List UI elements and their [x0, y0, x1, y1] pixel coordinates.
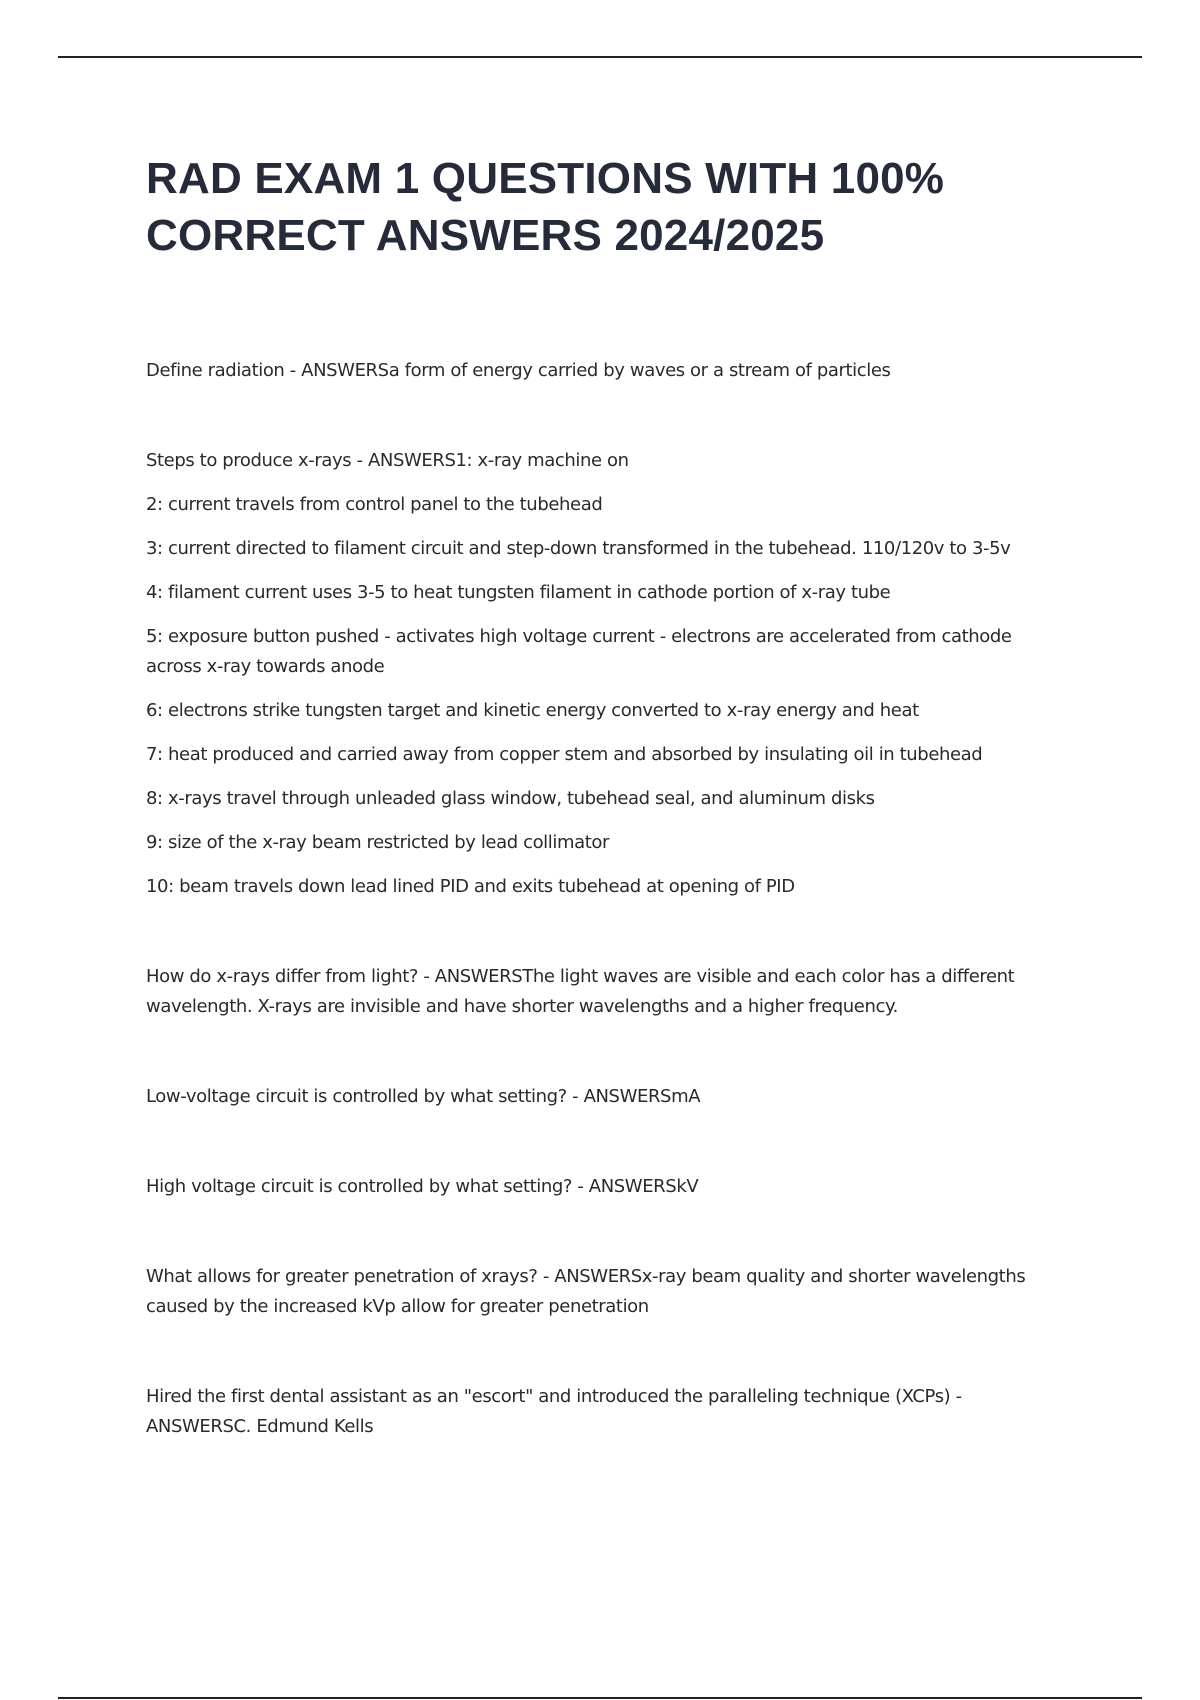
qa-item-low-voltage: Low-voltage circuit is controlled by what setting? - ANSWERSmA [146, 1086, 701, 1107]
qa-item-xrays-vs-light: How do x-rays differ from light? - ANSWERSThe light waves are visible and each color has a different wavelength. X-rays are invisible and have shorter wavelengths and a higher frequency. [146, 966, 1015, 1017]
list-item: 10: beam travels down lead lined PID and exits tubehead at opening of PID [146, 876, 795, 897]
document-page [146, 150, 1066, 1442]
qa-item-penetration: What allows for greater penetration of xrays? - ANSWERSx-ray beam quality and shorter wavelengths caused by the increased kVp allow for greater penetration [146, 1266, 1026, 1317]
qa-item-first-dental-assistant: Hired the first dental assistant as an "escort" and introduced the paralleling technique (XCPs) - ANSWERSC. Edmund Kells [146, 1386, 962, 1437]
qa-item-steps-xrays [146, 446, 1066, 902]
steps-list [146, 490, 1066, 902]
document-title: RAD EXAM 1 QUESTIONS WITH 100% CORRECT ANSWERS 2024/2025 [146, 154, 945, 260]
bottom-divider [58, 1697, 1142, 1699]
list-item: 5: exposure button pushed - activates high voltage current - electrons are accelerated from cathode across x-ray towards anode [146, 626, 1012, 677]
list-item: 7: heat produced and carried away from copper stem and absorbed by insulating oil in tubehead [146, 744, 983, 765]
list-item: 4: filament current uses 3-5 to heat tungsten filament in cathode portion of x-ray tube [146, 582, 891, 603]
list-item: 2: current travels from control panel to the tubehead [146, 494, 603, 515]
list-item: 6: electrons strike tungsten target and kinetic energy converted to x-ray energy and heat [146, 700, 919, 721]
top-divider [58, 56, 1142, 58]
list-item: 8: x-rays travel through unleaded glass window, tubehead seal, and aluminum disks [146, 788, 875, 809]
qa-item-steps-question: Steps to produce x-rays - ANSWERS1: x-ray machine on [146, 450, 629, 471]
qa-item-high-voltage: High voltage circuit is controlled by what setting? - ANSWERSkV [146, 1176, 699, 1197]
list-item: 3: current directed to filament circuit and step-down transformed in the tubehead. 110/120v to 3-5v [146, 538, 1011, 559]
list-item: 9: size of the x-ray beam restricted by lead collimator [146, 832, 610, 853]
qa-item-define-radiation: Define radiation - ANSWERSa form of energy carried by waves or a stream of particles [146, 360, 891, 381]
